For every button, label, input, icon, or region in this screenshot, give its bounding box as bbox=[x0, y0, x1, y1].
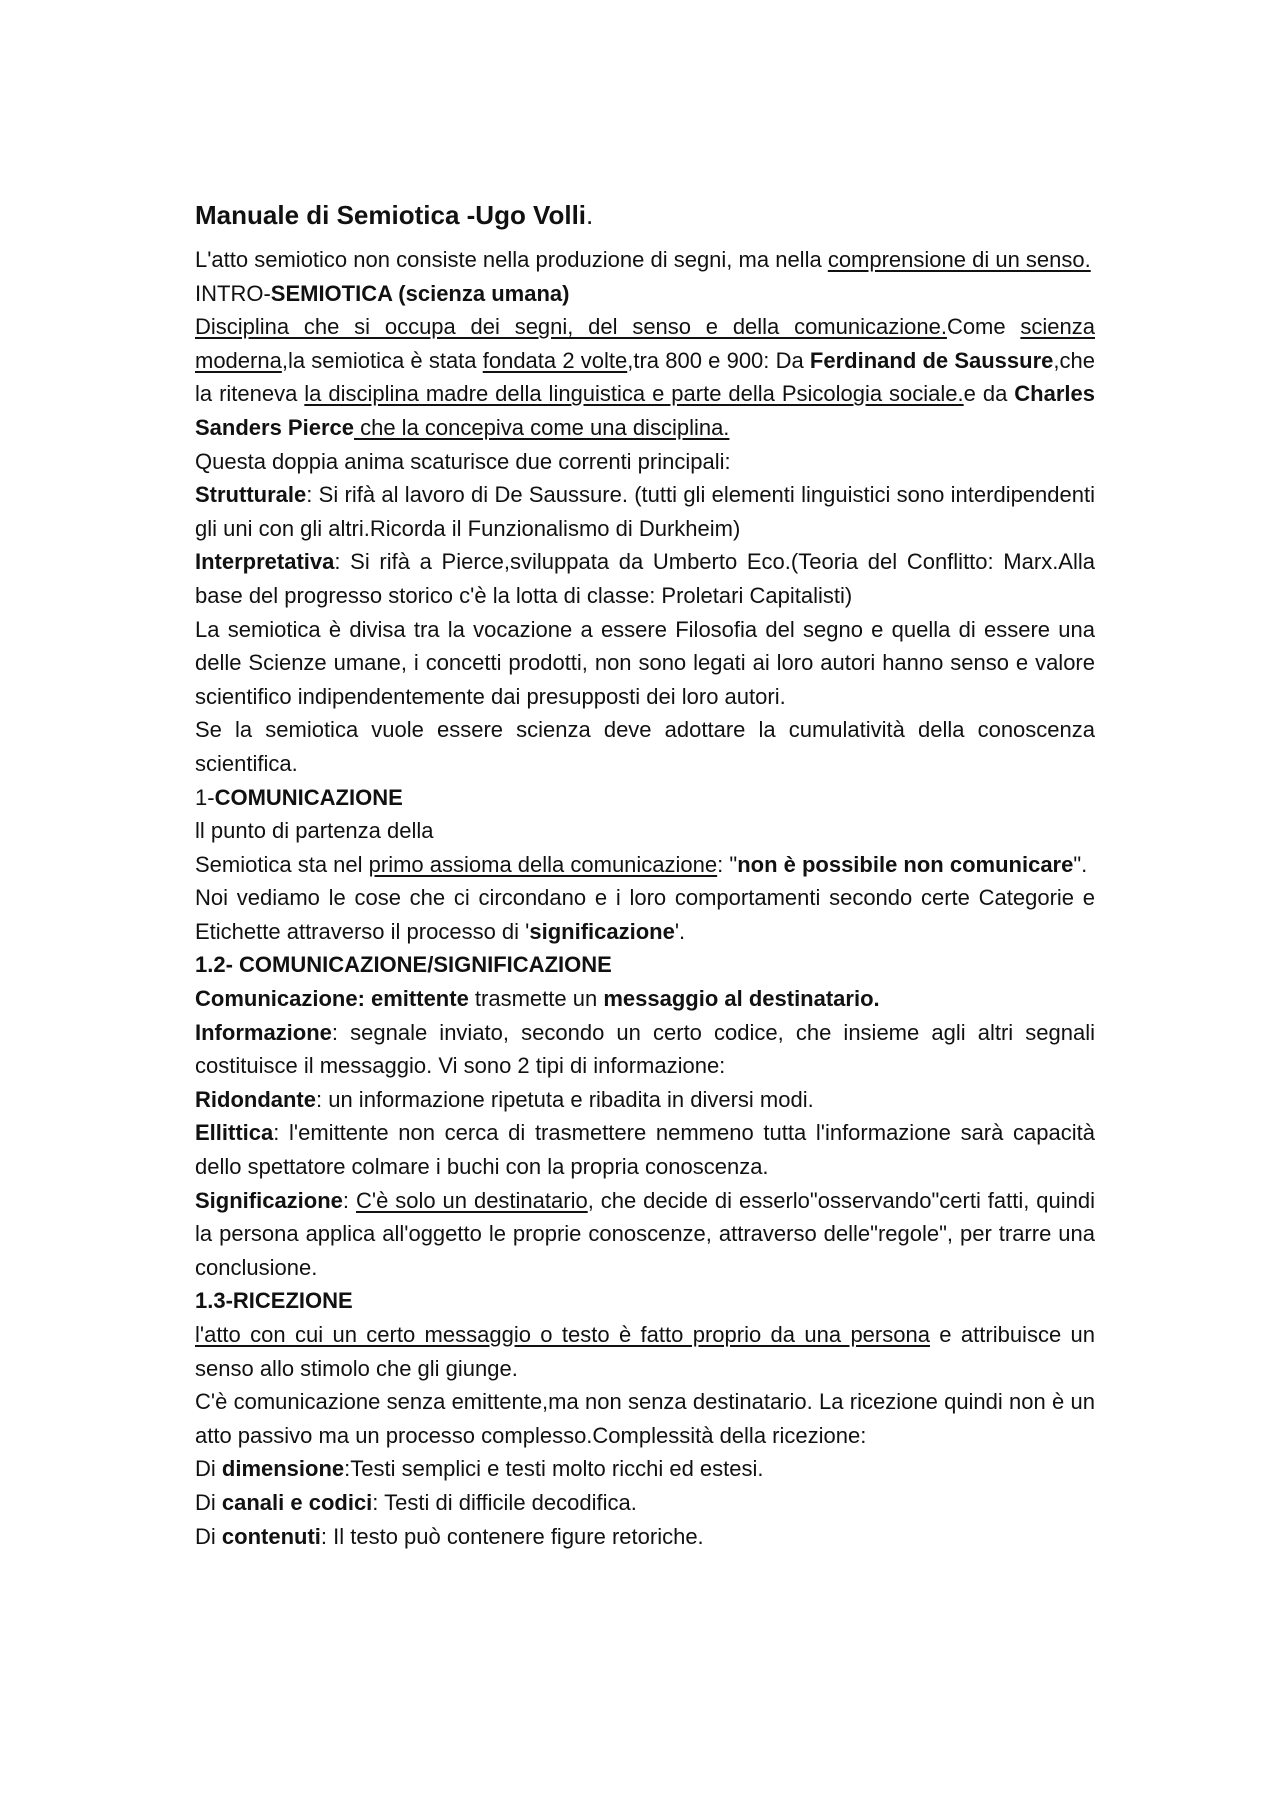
paragraph-atto-ricezione: l'atto con cui un certo messaggio o testo è fatto proprio da una persona e attribuisce un senso allo stimolo che gli giunge. bbox=[195, 1322, 1096, 1381]
paragraph-contenuti: Di contenuti: Il testo può contenere figure retoriche. bbox=[195, 1523, 704, 1549]
paragraph-significazione-intro: Noi vediamo le cose che ci circondano e i loro comportamenti secondo certe Categorie e Etichette attraverso il processo di 'significazione'. bbox=[195, 885, 1095, 944]
paragraph-canali-codici: Di canali e codici: Testi di difficile decodifica. bbox=[195, 1489, 637, 1515]
paragraph-ellittica: Ellittica: l'emittente non cerca di trasmettere nemmeno tutta l'informazione sarà capacità dello spettatore colmare i buchi con la propria conoscenza. bbox=[195, 1120, 1095, 1180]
paragraph-ridondante: Ridondante: un informazione ripetuta e ribadita in diversi modi. bbox=[195, 1086, 814, 1112]
title-text: Manuale di Semiotica -Ugo Volli bbox=[195, 200, 587, 230]
paragraph-interpretativa: Interpretativa: Si rifà a Pierce,sviluppata da Umberto Eco.(Teoria del Conflitto: Marx.Alla base del progresso storico c'è la lotta di classe: Proletari Capitalisti) bbox=[195, 549, 1095, 608]
paragraph-doppia-anima: Questa doppia anima scaturisce due correnti principali: bbox=[195, 448, 731, 474]
paragraph-atto-semiotico: L'atto semiotico non consiste nella produzione di segni, ma nella comprensione di un senso. bbox=[195, 247, 1091, 272]
heading-ricezione: 1.3-RICEZIONE bbox=[195, 1288, 353, 1314]
heading-comunicazione: 1-COMUNICAZIONE bbox=[195, 784, 403, 810]
paragraph-comunicazione-def: Comunicazione: emittente trasmette un messaggio al destinatario. bbox=[195, 986, 880, 1012]
document-title bbox=[195, 195, 1095, 235]
heading-comunicazione-significazione: 1.2- COMUNICAZIONE/SIGNIFICAZIONE bbox=[195, 952, 612, 978]
paragraph-vocazione: La semiotica è divisa tra la vocazione a essere Filosofia del segno e quella di essere una delle Scienze umane, i concetti prodotti, non sono legati ai loro autori hanno senso e valore scientifico indipendentemente dai presupposti dei loro autori. bbox=[195, 616, 1095, 709]
paragraph-significazione-def: Significazione: C'è solo un destinatario, che decide di esserlo"osservando"certi fatti, quindi la persona applica all'oggetto le proprie conoscenze, attraverso delle"regole", per trarre una conclusione. bbox=[195, 1187, 1095, 1280]
title-dot: . bbox=[586, 200, 594, 230]
paragraph-informazione: Informazione: segnale inviato, secondo un certo codice, che insieme agli altri segnali costituisce il messaggio. Vi sono 2 tipi di informazione: bbox=[195, 1019, 1095, 1079]
heading-intro-semiotica: INTRO-SEMIOTICA (scienza umana) bbox=[195, 280, 570, 306]
paragraph-disciplina: Disciplina che si occupa dei segni, del senso e della comunicazione.Come scienza moderna,la semiotica è stata fondata 2 volte,tra 800 e 900: Da Ferdinand de Saussure,che la riteneva la disciplina madre della linguistica e parte della Psicologia sociale.e da Charles Sanders Pierce che la concepiva come una disciplina. bbox=[195, 314, 1095, 440]
paragraph-senza-emittente: C'è comunicazione senza emittente,ma non senza destinatario. La ricezione quindi non è un atto passivo ma un processo complesso.Complessità della ricezione: bbox=[195, 1389, 1095, 1448]
paragraph-cumulativita: Se la semiotica vuole essere scienza deve adottare la cumulatività della conoscenza scientifica. bbox=[195, 717, 1095, 776]
document-page bbox=[195, 195, 1095, 1553]
paragraph-strutturale: Strutturale: Si rifà al lavoro di De Saussure. (tutti gli elementi linguistici sono interdipendenti gli uni con gli altri.Ricorda il Funzionalismo di Durkheim) bbox=[195, 482, 1095, 541]
paragraph-assioma: Semiotica sta nel primo assioma della comunicazione: "non è possibile non comunicare". bbox=[195, 851, 1088, 877]
paragraph-dimensione: Di dimensione:Testi semplici e testi molto ricchi ed estesi. bbox=[195, 1456, 764, 1482]
paragraph-punto-partenza: ll punto di partenza della bbox=[195, 818, 434, 844]
